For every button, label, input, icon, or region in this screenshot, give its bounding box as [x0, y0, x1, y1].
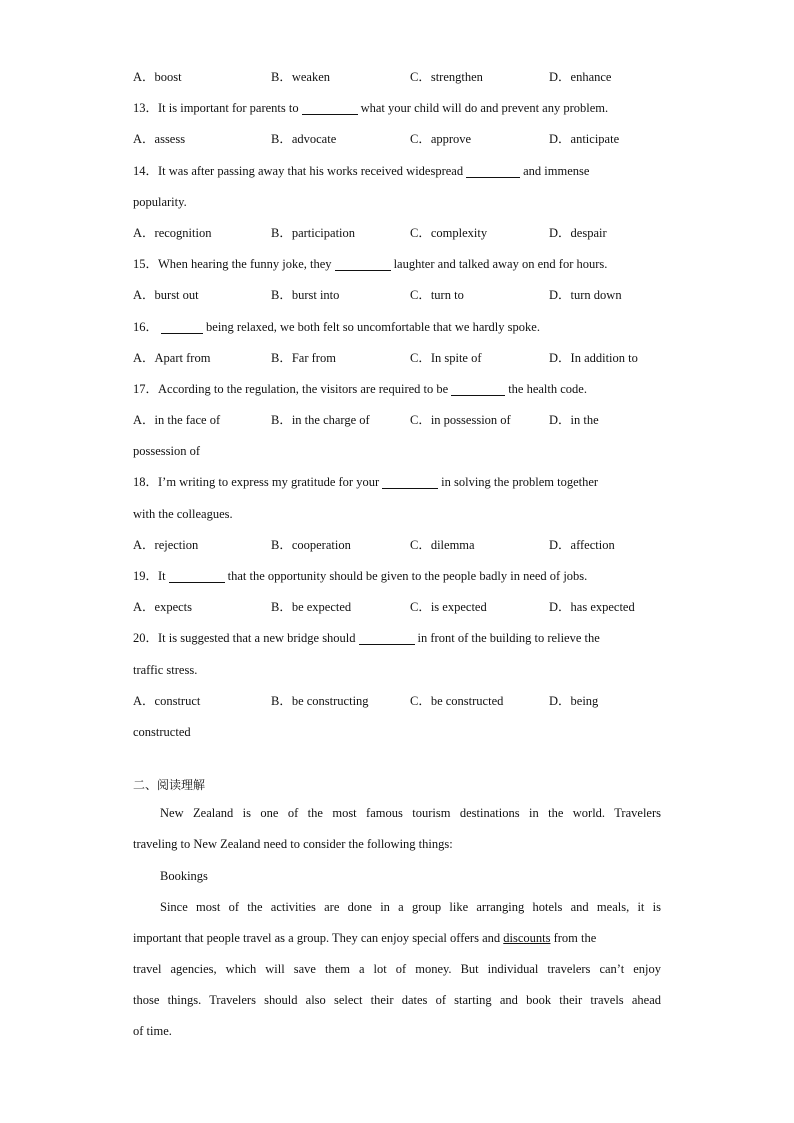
- q19-stem-post: that the opportunity should be given to the people badly in need of jobs.: [227, 569, 588, 583]
- q17-blank: [451, 381, 505, 396]
- q18-stem-post: in solving the problem together: [441, 475, 599, 490]
- q18-stem-continuation: with the colleagues.: [133, 506, 233, 521]
- q15-stem: [133, 249, 661, 280]
- reading-p2-line2-post: from the: [553, 930, 597, 945]
- q15-option-a: A．burst out: [133, 288, 199, 303]
- q14-stem-continuation: popularity.: [133, 194, 187, 209]
- q12-option-c: C．strengthen: [410, 70, 483, 84]
- q18-option-a: A．rejection: [133, 537, 199, 552]
- q17-stem: [133, 374, 661, 405]
- q17-stem-post: the health code.: [508, 381, 587, 396]
- q12-options: [133, 62, 661, 93]
- q18-option-d: D．affection: [549, 537, 615, 552]
- exam-page: [133, 62, 661, 1048]
- q14-option-c: C．complexity: [410, 225, 488, 240]
- q16-option-a: A．Apart from: [133, 350, 211, 365]
- q18-blank: [382, 474, 438, 489]
- q18-stem: [133, 467, 661, 498]
- q16-options: [133, 343, 661, 374]
- reading-paragraph-2-line-4: those things. Travelers should also select their dates of starting and book their travels ahead: [133, 993, 661, 1008]
- q14-option-b: B．participation: [271, 225, 356, 240]
- q12-option-b: B．weaken: [271, 70, 331, 84]
- reading-p2-line2-pre: important that people travel as a group. They can enjoy special offers and: [133, 930, 501, 945]
- q14-stem-post: and immense: [523, 163, 590, 178]
- q13-option-c: C．approve: [410, 132, 472, 147]
- q16-option-d: D．In addition to: [549, 350, 638, 365]
- q16-stem-post: being relaxed, we both felt so uncomfortable that we hardly spoke.: [206, 319, 540, 334]
- q14-stem-pre: 14．It was after passing away that his works received widespread: [133, 163, 464, 178]
- q20-stem-post: in front of the building to relieve the: [417, 631, 600, 646]
- q13-option-a: A．assess: [133, 132, 186, 147]
- q16-blank: [161, 319, 203, 334]
- underlined-word: discounts: [503, 930, 551, 945]
- q19-option-d: D．has expected: [549, 600, 635, 615]
- reading-paragraph-2-line-1: Since most of the activities are done in a group like arranging hotels and meals, it is: [160, 899, 661, 914]
- q14-option-d: D．despair: [549, 225, 607, 240]
- q20-stem: [133, 623, 661, 654]
- q19-option-a: A．expects: [133, 600, 193, 615]
- q13-blank: [302, 100, 358, 115]
- q13-option-b: B．advocate: [271, 132, 337, 147]
- q20-option-d: D．being: [549, 693, 599, 708]
- q17-option-d: D．in the: [549, 413, 599, 428]
- q18-option-c: C．dilemma: [410, 537, 475, 552]
- q13-option-d: D．anticipate: [549, 132, 620, 147]
- q20-stem-pre: 20．It is suggested that a new bridge should: [133, 631, 356, 646]
- q15-option-d: D．turn down: [549, 288, 622, 303]
- q15-options: [133, 280, 661, 311]
- q13-stem-post: what your child will do and prevent any problem.: [360, 101, 609, 116]
- q16-stem: [133, 312, 661, 343]
- q15-option-c: C．turn to: [410, 288, 464, 303]
- q17-option-b: B．in the charge of: [271, 413, 370, 428]
- q17-option-a: A．in the face of: [133, 413, 221, 428]
- reading-paragraph-2-line-2: [133, 923, 661, 954]
- q20-option-d-continuation: constructed: [133, 724, 191, 739]
- reading-paragraph-1-line-1: New Zealand is one of the most famous tourism destinations in the world. Travelers: [160, 806, 661, 821]
- q16-option-b: B．Far from: [271, 350, 336, 365]
- q14-blank: [466, 163, 520, 178]
- q17-stem-pre: 17．According to the regulation, the visitors are required to be: [133, 381, 449, 396]
- q18-option-b: B．cooperation: [271, 537, 351, 552]
- q20-option-a: A．construct: [133, 693, 201, 708]
- q14-stem: [133, 156, 661, 187]
- q20-blank: [359, 630, 415, 645]
- q19-blank: [169, 568, 225, 583]
- q18-options: [133, 530, 661, 561]
- q19-options: [133, 592, 661, 623]
- q16-stem-pre: 16．: [133, 319, 159, 334]
- q17-options: [133, 405, 661, 436]
- q14-option-a: A．recognition: [133, 225, 212, 240]
- q19-option-b: B．be expected: [271, 600, 352, 615]
- reading-paragraph-2-line-3: travel agencies, which will save them a lot of money. But individual travelers can’t enjoy: [133, 962, 661, 977]
- q19-stem: [133, 561, 661, 592]
- reading-subheading: Bookings: [160, 868, 208, 883]
- q15-stem-pre: 15．When hearing the funny joke, they: [133, 257, 332, 272]
- q12-option-a: A．boost: [133, 70, 182, 84]
- q14-options: [133, 218, 661, 249]
- q20-option-b: B．be constructing: [271, 693, 369, 708]
- q12-option-d: D．enhance: [549, 70, 612, 84]
- q13-stem: [133, 93, 661, 124]
- q13-stem-pre: 13．It is important for parents to: [133, 101, 299, 116]
- reading-paragraph-2-line-5: of time.: [133, 1024, 172, 1039]
- q13-options: [133, 124, 661, 155]
- q17-option-c: C．in possession of: [410, 413, 511, 428]
- q19-option-c: C．is expected: [410, 600, 487, 615]
- section-title: 二、阅读理解: [133, 778, 206, 793]
- q16-option-c: C．In spite of: [410, 350, 482, 365]
- reading-paragraph-1-line-2: traveling to New Zealand need to consider the following things:: [133, 837, 453, 852]
- q18-stem-pre: 18．I’m writing to express my gratitude for your: [133, 475, 380, 490]
- q20-stem-continuation: traffic stress.: [133, 662, 198, 677]
- q15-stem-post: laughter and talked away on end for hours.: [393, 257, 608, 272]
- q15-option-b: B．burst into: [271, 288, 340, 303]
- q19-stem-pre: 19．It: [133, 569, 166, 583]
- q20-option-c: C．be constructed: [410, 693, 504, 708]
- q17-option-d-continuation: possession of: [133, 444, 201, 459]
- q20-options: [133, 686, 661, 717]
- q15-blank: [335, 256, 391, 271]
